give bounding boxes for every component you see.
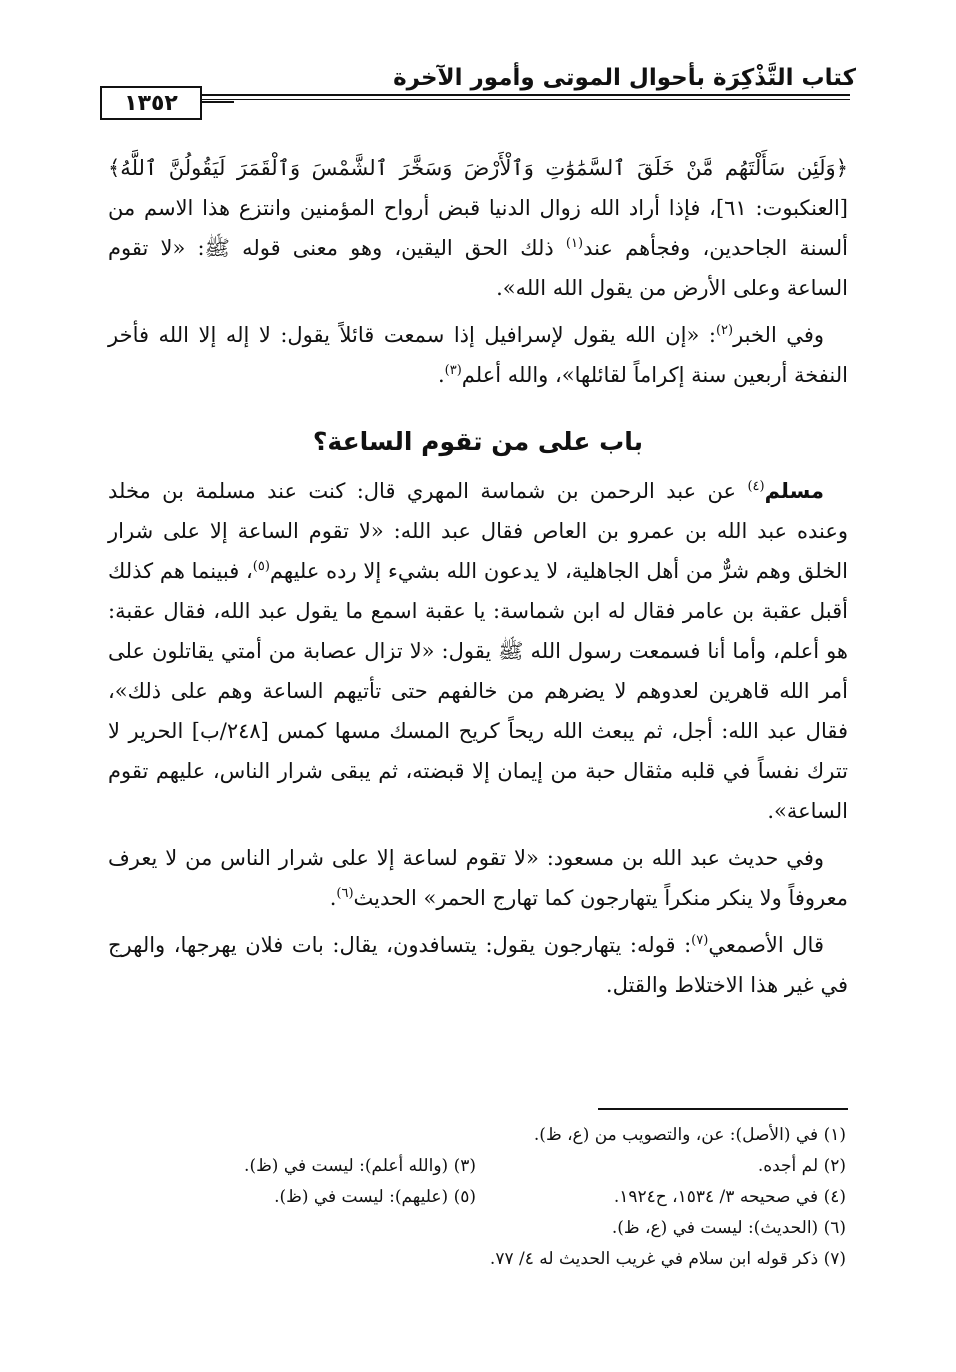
footnote-ref-6: (٦) — [336, 886, 354, 901]
footnote-2: (٢) لم أجده. — [757, 1156, 846, 1176]
paragraph-1 — [108, 148, 848, 308]
footnote-ref-5: (٥) — [252, 559, 270, 574]
page-number-tail — [198, 101, 234, 103]
paragraph-5-text-a: قال الأصمعي — [708, 933, 824, 957]
paragraph-2 — [108, 315, 848, 395]
paragraph-3-lead: مسلم — [764, 479, 824, 503]
footnote-6: (٦) (الحديث): ليست في (ع، ظ). — [611, 1218, 846, 1238]
paragraph-5-text-b: : قوله: يتهارجون يقول: يتسافدون، يقال: بات فلان يهرجها، والهرج في غير هذا الاختلاط والقتل. — [108, 933, 848, 997]
paragraph-3-text-a: عن عبد الرحمن بن شماسة المهري قال: كنت عند مسلمة بن مخلد وعنده عبد الله بن عمرو بن العاص فقال عبد الله: «لا تقوم الساعة إلا على شرار الخلق وهم شرٌّ من أهل الجاهلية، لا يدعون الله بشيء إلا رده عليهم — [108, 479, 848, 583]
footnote-ref-3: (٣) — [444, 363, 462, 378]
paragraph-3-text-b: ، فبينما هم كذلك أقبل عقبة بن عامر فقال له ابن شماسة: يا عقبة اسمع ما يقول عبد الله، فقال عقبة: هو أعلم، وأما أنا فسمعت رسول الله ﷺ يقول: «لا تزال عصابة من أمتي يقاتلون على أمر الله قاهرين لعدوهم لا يضرهم من خالفهم حتى تأتيهم الساعة وهم على ذلك»، فقال عبد الله: أجل، ثم يبعث الله ريحاً كريح المسك مسها كمس [٢٤٨/ب] الحرير لا تترك نفساً في قلبه مثقال حبة من إيمان إلا قبضته، ثم يبقى شرار الناس، عليهم تقوم الساعة». — [108, 559, 849, 823]
footnote-row-2-3 — [106, 1151, 846, 1182]
footnote-separator — [598, 1108, 848, 1110]
header-rule — [100, 94, 850, 100]
paragraph-4-text-b: . — [329, 886, 337, 910]
paragraph-3 — [108, 471, 848, 831]
running-header-title: كتاب التَّذْكِرَة بأحوال الموتى وأمور الآخرة — [393, 65, 856, 91]
paragraph-1-text-a: [العنكبوت: ٦١]، فإذا أراد الله زوال الدنيا قبض أرواح المؤمنين وانتزع هذا الاسم من ألسنة الجاحدين، وفجأهم عند — [108, 196, 849, 260]
paragraph-2-text-a: وفي الخبر — [733, 323, 824, 347]
footnote-row-4-5 — [106, 1182, 846, 1213]
footnote-ref-4: (٤) — [747, 479, 765, 494]
footnote-ref-7: (٧) — [691, 933, 709, 948]
quran-verse: ﴿وَلَئِن سَأَلْتَهُم مَّنْ خَلَقَ ٱلسَّمَٰوَٰتِ وَٱلْأَرْضَ وَسَخَّرَ ٱلشَّمْسَ وَٱلْقَمَرَ لَيَقُولُنَّ ٱللَّهُ﴾ — [108, 156, 848, 180]
page-number: ١٣٥٢ — [100, 86, 202, 120]
footnote-3: (٣) (والله أعلم): ليست في (ظ). — [244, 1156, 476, 1176]
paragraph-1-text-b: ذلك الحق اليقين، وهو معنى قوله ﷺ: «لا تقوم الساعة وعلى الأرض من يقول الله الله». — [108, 236, 848, 300]
paragraph-2-text-b: : «إن الله يقول لإسرافيل إذا سمعت قائلاً يقول: لا إله إلا الله فأخر النفخة أربعين سنة إكراماً لقائلها»، والله أعلم — [108, 323, 848, 387]
footnote-4: (٤) في صحيحه ٣/ ١٥٣٤، ح١٩٢٤. — [613, 1187, 846, 1207]
paragraph-5 — [108, 925, 848, 1005]
footnote-5: (٥) (عليهم): ليست في (ظ). — [274, 1187, 476, 1207]
footnote-ref-1: (١) — [565, 236, 584, 251]
section-heading: باب على من تقوم الساعة؟ — [312, 427, 644, 456]
paragraph-4-text-a: وفي حديث عبد الله بن مسعود: «لا تقوم لساعة إلا على شرار الناس من لا يعرف معروفاً ولا ينكر منكراً يتهارجون كما تهارج الحمر» الحديث — [108, 846, 848, 910]
paragraph-4 — [108, 838, 848, 918]
paragraph-2-text-c: . — [437, 363, 445, 387]
footnotes — [106, 1120, 846, 1275]
footnote-7: (٧) ذكر قوله ابن سلام في غريب الحديث له ٤/ ٧٧. — [489, 1249, 846, 1269]
footnote-ref-2: (٢) — [715, 323, 734, 338]
main-text — [108, 148, 848, 1012]
footnote-1: (١) في (الأصل): عن، والتصويب من (ع، ظ). — [533, 1125, 846, 1145]
